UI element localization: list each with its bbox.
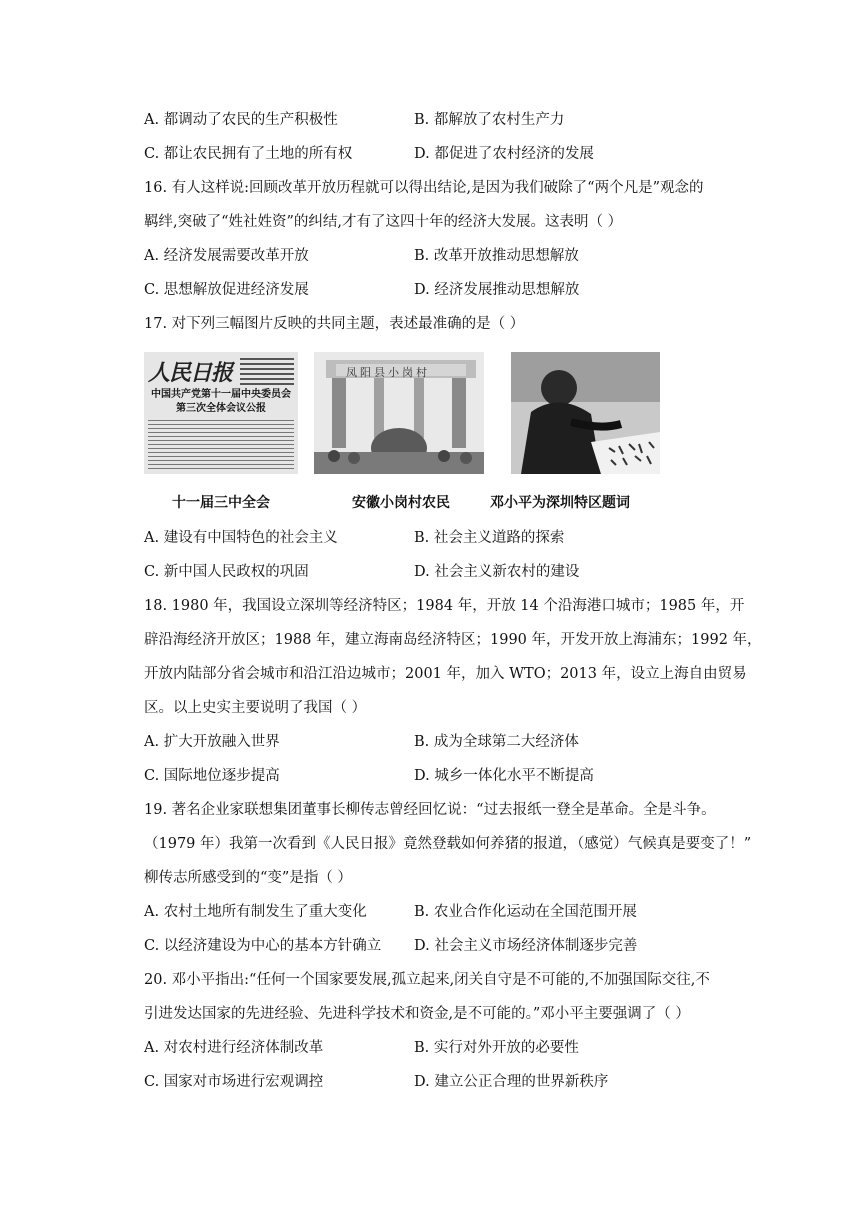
q16-option-a[interactable]: A. 经济发展需要改革开放 (144, 248, 309, 264)
q19-option-d[interactable]: D. 社会主义市场经济体制逐步完善 (414, 938, 638, 954)
q16-stem-line2: 羁绊,突破了“姓社姓资”的纠结,才有了这四十年的经济大发展。这表明（ ） (144, 214, 623, 230)
q20-option-d[interactable]: D. 建立公正合理的世界新秩序 (414, 1074, 609, 1090)
q20-stem-line1: 20. 邓小平指出:“任何一个国家要发展,孤立起来,闭关自守是不可能的,不加强国际交往,不 (144, 972, 710, 988)
q19-option-c[interactable]: C. 以经济建设为中心的基本方针确立 (144, 938, 382, 954)
q20-option-a[interactable]: A. 对农村进行经济体制改革 (144, 1040, 324, 1056)
village-gate-photo (314, 352, 484, 474)
newspaper-body-text (148, 420, 294, 472)
q17-option-c[interactable]: C. 新中国人民政权的巩固 (144, 564, 309, 580)
q15-option-b[interactable]: B. 都解放了农村生产力 (414, 112, 565, 128)
newspaper-headline: 中国共产党第十一届中央委员会第三次全体会议公报 (151, 389, 291, 414)
gate-sign: 凤阳县小岗村 (346, 366, 430, 379)
q17-stem: 17. 对下列三幅图片反映的共同主题，表述最准确的是（ ） (144, 316, 525, 332)
q18-option-b[interactable]: B. 成为全球第二大经济体 (414, 734, 579, 750)
q15-option-a[interactable]: A. 都调动了农民的生产积极性 (144, 112, 338, 128)
q18-stem-line4: 区。以上史实主要说明了我国（ ） (144, 700, 367, 716)
q18-stem-line3: 开放内陆部分省会城市和沿江沿边城市；2001 年，加入 WTO；2013 年，设立上海自由贸易 (144, 666, 747, 682)
q18-option-d[interactable]: D. 城乡一体化水平不断提高 (414, 768, 594, 784)
q16-option-c[interactable]: C. 思想解放促进经济发展 (144, 282, 309, 298)
q19-stem-line1: 19. 著名企业家联想集团董事长柳传志曾经回忆说：“过去报纸一登全是革命。全是斗争。 (144, 802, 716, 818)
q20-stem-line2: 引进发达国家的先进经验、先进科学技术和资金,是不可能的。”邓小平主要强调了（ ） (144, 1006, 690, 1022)
q18-option-a[interactable]: A. 扩大开放融入世界 (144, 734, 280, 750)
q15-option-c[interactable]: C. 都让农民拥有了土地的所有权 (144, 146, 353, 162)
q17-option-a[interactable]: A. 建设有中国特色的社会主义 (144, 530, 338, 546)
q20-option-c[interactable]: C. 国家对市场进行宏观调控 (144, 1074, 324, 1090)
q19-stem-line2: （1979 年）我第一次看到《人民日报》竟然登载如何养猪的报道，（感觉）气候真是要变了！” (144, 836, 752, 852)
q16-stem-line1: 16. 有人这样说:回顾改革开放历程就可以得出结论,是因为我们破除了“两个凡是”观念的 (144, 180, 704, 196)
q19-option-b[interactable]: B. 农业合作化运动在全国范围开展 (414, 904, 637, 920)
q17-option-b[interactable]: B. 社会主义道路的探索 (414, 530, 565, 546)
q19-option-a[interactable]: A. 农村土地所有制发生了重大变化 (144, 904, 367, 920)
q18-stem-line1: 18. 1980 年，我国设立深圳等经济特区；1984 年，开放 14 个沿海港口城市；1985 年，开 (144, 598, 745, 614)
q16-option-d[interactable]: D. 经济发展推动思想解放 (414, 282, 580, 298)
q15-option-d[interactable]: D. 都促进了农村经济的发展 (414, 146, 594, 162)
q16-option-b[interactable]: B. 改革开放推动思想解放 (414, 248, 579, 264)
calligraphy-photo (511, 352, 660, 474)
newspaper-masthead-text-block (240, 358, 294, 386)
q18-option-c[interactable]: C. 国际地位逐步提高 (144, 768, 280, 784)
caption-third-plenum: 十一届三中全会 (172, 495, 270, 511)
q19-stem-line3: 柳传志所感受到的“变”是指（ ） (144, 870, 352, 886)
q18-stem-line2: 辟沿海经济开放区；1988 年，建立海南岛经济特区；1990 年，开发开放上海浦东；1992 年， (144, 632, 762, 648)
caption-deng-inscription: 邓小平为深圳特区题词 (490, 495, 630, 511)
calligraphy-illustration (511, 352, 660, 474)
q17-option-d[interactable]: D. 社会主义新农村的建设 (414, 564, 580, 580)
q20-option-b[interactable]: B. 实行对外开放的必要性 (414, 1040, 579, 1056)
newspaper-masthead: 人民日报 (148, 360, 233, 386)
newspaper-photo (144, 352, 298, 474)
caption-xiaogang-farmers: 安徽小岗村农民 (352, 495, 450, 511)
